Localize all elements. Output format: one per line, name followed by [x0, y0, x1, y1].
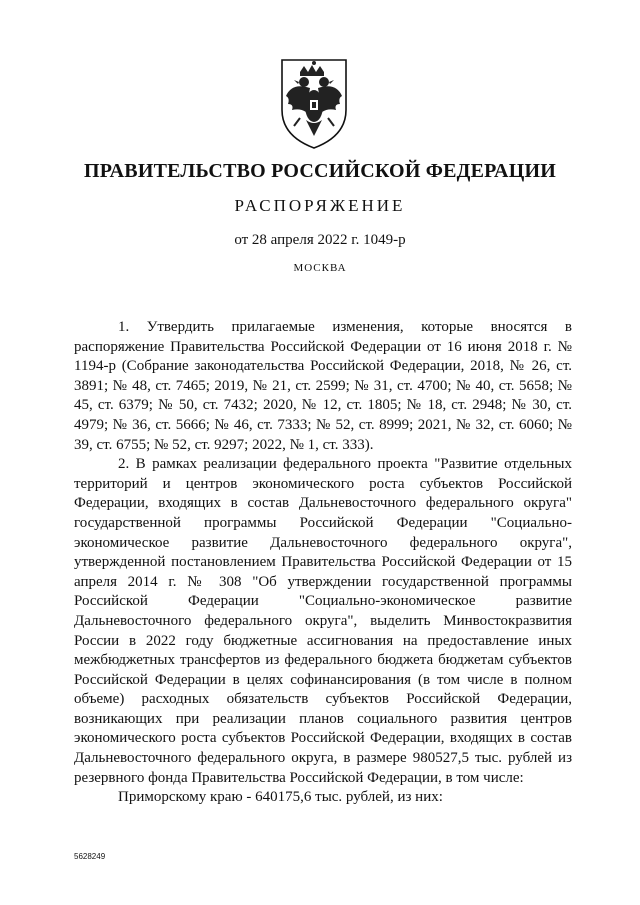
paragraph-3: Приморскому краю - 640175,6 тыс. рублей, из них:	[118, 789, 443, 806]
city: МОСКВА	[293, 262, 347, 274]
document-body	[74, 318, 572, 808]
footer-code: 5628249	[74, 852, 106, 861]
organization-title: ПРАВИТЕЛЬСТВО РОССИЙСКОЙ ФЕДЕРАЦИИ	[84, 160, 556, 182]
coat-of-arms-icon	[270, 52, 358, 152]
paragraph-1: 1. Утвердить прилагаемые изменения, которые вносятся в распоряжение Правительства Российской Федерации от 16 июня 2018 г. № 1194-р (Собрание законодательства Российской Федерации, 2018, № 26, ст. 3891; № 48, ст. 7465; 2019, № 21, ст. 2599; № 31, ст. 4700; № 40, ст. 5658; № 45, ст. 6379; № 50, ст. 7432; 2020, № 12, ст. 1805; № 18, ст. 2948; № 30, ст. 4979; № 36, ст. 5666; № 46, ст. 7333; № 52, ст. 8999; 2021, № 32, ст. 6060; № 39, ст. 6755; № 52, ст. 9297; 2022, № 1, ст. 333).	[74, 319, 572, 453]
date-and-number: от 28 апреля 2022 г. 1049-р	[234, 232, 406, 248]
paragraph-2: 2. В рамках реализации федерального проекта "Развитие отдельных территорий и центров экономического роста субъектов Российской Федерации, входящих в состав Дальневосточного федерального округа" государственной программы Российской Федерации "Социально-экономическое развитие Дальневосточного федерального округа", утвержденной постановлением Правительства Российской Федерации от 15 апреля 2014 г. № 308 "Об утверждении государственной программы Российской Федерации "Социально-экономическое развитие Дальневосточного федерального округа", выделить Минвостокразвития России в 2022 году бюджетные ассигнования на предоставление иных межбюджетных трансфертов из федерального бюджета бюджетам субъектов Российской Федерации в целях софинансирования (в том числе в полном объеме) расходных обязательств субъектов Российской Федерации, возникающих при реализации планов социального развития центров экономического роста субъектов Российской Федерации, входящих в состав Дальневосточного федерального округа, в размере 980527,5 тыс. рублей из резервного фонда Правительства Российской Федерации, в том числе:	[74, 456, 572, 786]
document-type: РАСПОРЯЖЕНИЕ	[234, 196, 406, 215]
